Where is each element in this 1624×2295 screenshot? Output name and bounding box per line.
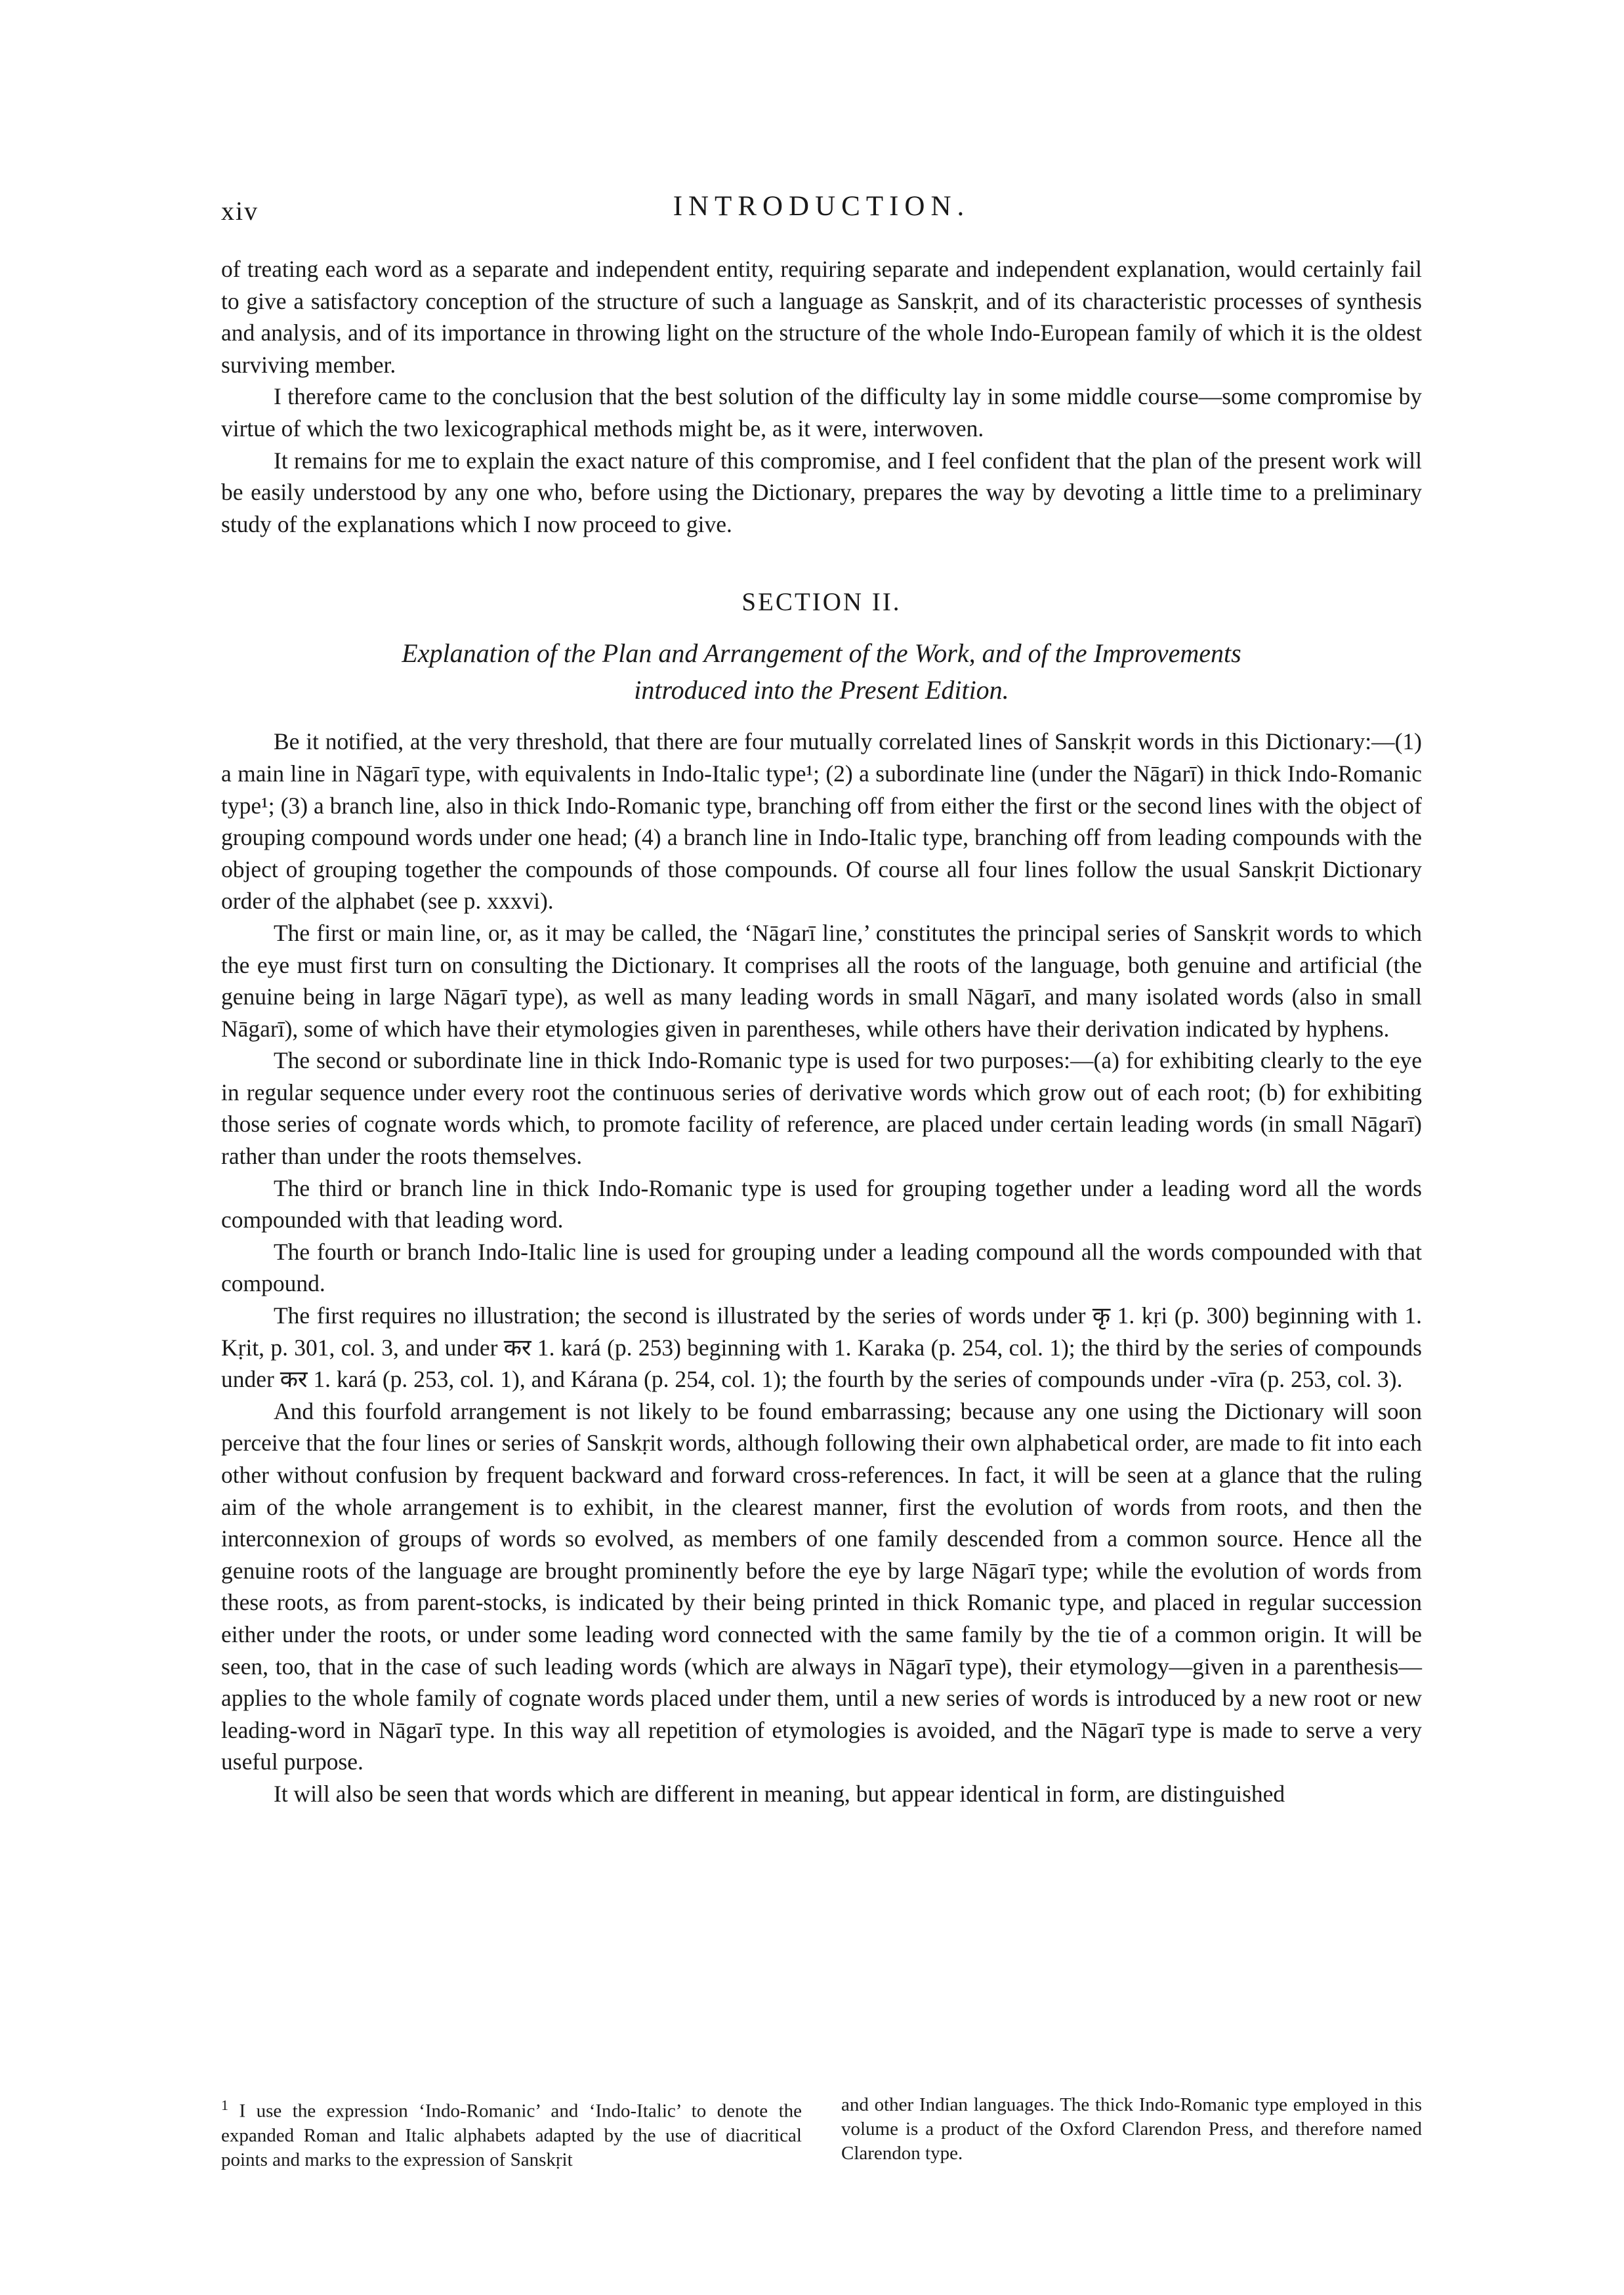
running-head: INTRODUCTION. xyxy=(673,191,970,222)
paragraph: The first requires no illustration; the second is illustrated by the series of words under कृ 1. kṛi (p. 300) beginning with 1. Kṛit, p. 301, col. 3, and under कर 1. kará (p. 253) beginning with 1. Karaka (p. 254, col. 1); the third by the series of compounds under कर 1. kará (p. 253, col. 1), and Kárana (p. 254, col. 1); the fourth by the series of compounds under -vīra (p. 253, col. 3). xyxy=(221,1302,1422,1393)
footnote-text: and other Indian languages. The thick Indo-Romanic type employed in this volume is a product of the Oxford Clarendon Press, and therefore named Clarendon type. xyxy=(841,2094,1422,2164)
paragraph: The third or branch line in thick Indo-Romanic type is used for grouping together under a leading word all the words compounded with that leading word. xyxy=(221,1174,1422,1233)
page-number: xiv xyxy=(221,196,259,226)
paragraph: It remains for me to explain the exact nature of this compromise, and I feel confident that the plan of the present work will be easily understood by any one who, before using the Dictionary, prepares the way by devoting a little time to a preliminary study of the explanations which I now proceed to give. xyxy=(221,447,1422,537)
body-text xyxy=(221,253,1422,1810)
paragraph: And this fourfold arrangement is not likely to be found embarrassing; because any one using the Dictionary will soon perceive that the four lines or series of Sanskṛit words, although following their own alphabetical order, are made to fit into each other without confusion by frequent backward and forward cross-references. In fact, it will be seen at a glance that the ruling aim of the whole arrangement is to exhibit, in the clearest manner, first the evolution of words from roots, and then the interconnexion of groups of words so evolved, as members of one family descended from a common source. Hence all the genuine roots of the language are brought prominently before the eye by large Nāgarī type; while the evolution of words from these roots, as from parent-stocks, is indicated by their being printed in thick Romanic type, and placed in regular succession either under the roots, or under some leading word connected with the same family by the tie of a common origin. It will be seen, too, that in the case of such leading words (which are always in Nāgarī type), their etymology—given in a parenthesis—applies to the whole family of cognate words placed under them, until a new series of words is introduced by a new root or new leading-word in Nāgarī type. In this way all repetition of etymologies is avoided, and the Nāgarī type is made to serve a very useful purpose. xyxy=(221,1397,1422,1775)
section-subtitle xyxy=(221,635,1422,709)
page-content xyxy=(221,190,1422,1810)
paragraph: It will also be seen that words which are different in meaning, but appear identical in form, are distinguished xyxy=(274,1780,1285,1807)
footnotes xyxy=(221,2093,1422,2172)
paragraph: The second or subordinate line in thick Indo-Romanic type is used for two purposes:—(a) for exhibiting clearly to the eye in regular sequence under every root the continuous series of derivative words which grow out of each root; (b) for exhibiting those series of cognate words which, to promote facility of reference, are placed under certain leading words (in small Nāgarī) rather than under the roots themselves. xyxy=(221,1047,1422,1170)
paragraph: I therefore came to the conclusion that the best solution of the difficulty lay in some middle course—some compromise by virtue of which the two lexicographical methods might be, as it were, interwoven. xyxy=(221,383,1422,442)
footnote-text: I use the expression ‘Indo-Romanic’ and ‘Indo-Italic’ to denote the expanded Roman and Italic alphabets adapted by the use of diacritical points and marks to the expression of Sanskṛit xyxy=(221,2100,802,2170)
paragraph: of treating each word as a separate and independent entity, requiring separate and independent explanation, would certainly fail to give a satisfactory conception of the structure of such a language as Sanskṛit, and of its characteristic processes of synthesis and analysis, and of its importance in throwing light on the structure of the whole Indo-European family of which it is the oldest surviving member. xyxy=(221,256,1422,378)
paragraph: The first or main line, or, as it may be called, the ‘Nāgarī line,’ constitutes the principal series of Sanskṛit words to which the eye must first turn on consulting the Dictionary. It comprises all the roots of the language, both genuine and artificial (the genuine being in large Nāgarī type), as well as many leading words in small Nāgarī, and many isolated words (also in small Nāgarī), some of which have their etymologies given in parentheses, while others have their derivation indicated by hyphens. xyxy=(221,919,1422,1042)
footnote-column-right xyxy=(841,2093,1422,2172)
footnote-marker: 1 xyxy=(221,2097,228,2113)
paragraph: Be it notified, at the very threshold, that there are four mutually correlated lines of Sanskṛit words in this Dictionary:—(1) a main line in Nāgarī type, with equivalents in Indo-Italic type¹; (2) a subordinate line (under the Nāgarī) in thick Indo-Romanic type¹; (3) a branch line, also in thick Indo-Romanic type, branching off from either the first or the second lines with the object of grouping compound words under one head; (4) a branch line in Indo-Italic type, branching off from leading compounds with the object of grouping together the compounds of those compounds. Of course all four lines follow the usual Sanskṛit Dictionary order of the alphabet (see p. xxxvi). xyxy=(221,728,1422,915)
paragraph: The fourth or branch Indo-Italic line is used for grouping under a leading compound all the words compounded with that compound. xyxy=(221,1238,1422,1297)
section-subtitle-line: introduced into the Present Edition. xyxy=(634,675,1009,705)
section-title: SECTION II. xyxy=(741,588,902,617)
page-header xyxy=(221,190,1422,243)
footnote-column-left xyxy=(221,2093,802,2172)
section-subtitle-line: Explanation of the Plan and Arrangement of the Work, and of the Improvements xyxy=(402,638,1241,669)
